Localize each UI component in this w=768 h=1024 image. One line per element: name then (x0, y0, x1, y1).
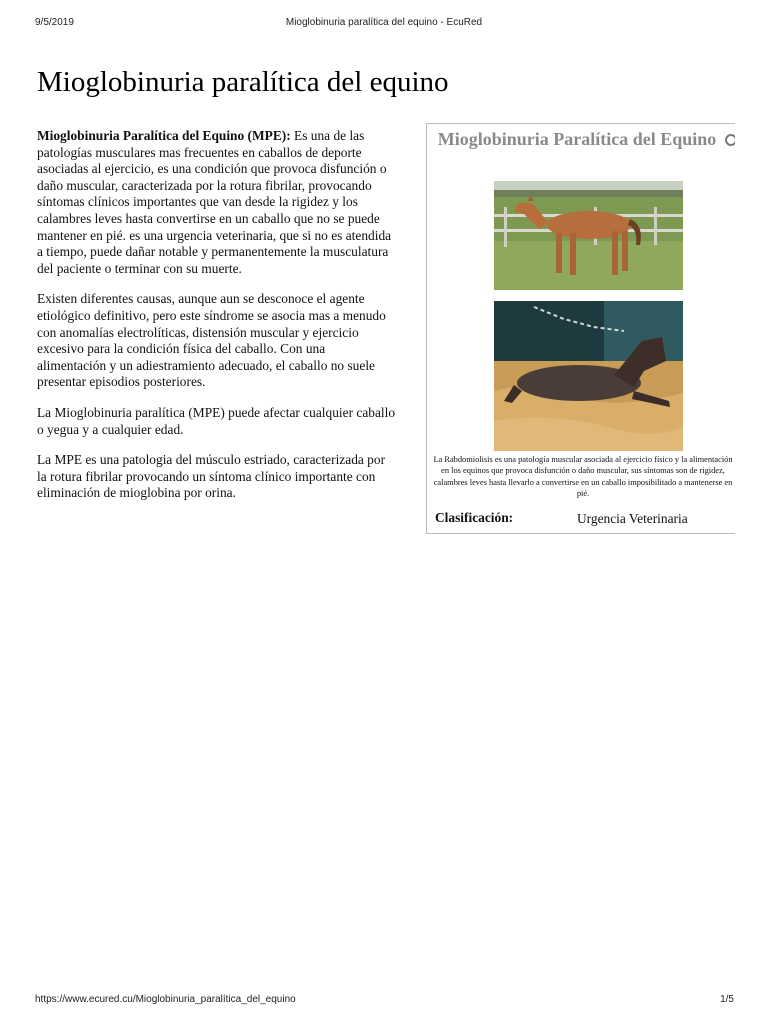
infobox-caption: La Rabdomiolisis es una patología muscular asociada al ejercicio físico y la alimentación en los equinos que provoca disfunción o daño muscular, sus síntomas son de rigidez, calambres leves hasta llevarlo a convertirse en un caballo imposibilitado a mantenerse en pié. (433, 455, 733, 499)
article-body (37, 128, 397, 516)
print-page-number: 1/5 (720, 994, 734, 1005)
print-page-title: Mioglobinuria paralítica del equino - EcuRed (285, 17, 483, 28)
print-footer (0, 994, 768, 1010)
settings-icon[interactable] (725, 134, 735, 146)
infobox (426, 123, 735, 534)
definition-paragraph: La MPE es una patologia del músculo estriado, caracterizada por la rotura fibrilar provocando un síntoma clínico importante con eliminación de mioglobina por orina. (37, 452, 386, 501)
print-url: https://www.ecured.cu/Mioglobinuria_paralítica_del_equino (35, 994, 296, 1005)
classification-value: Urgencia Veterinaria (577, 511, 688, 526)
page-title: Mioglobinuria paralítica del equino (37, 66, 449, 98)
print-header (0, 17, 768, 33)
classification-row (435, 510, 735, 528)
standing-horse-image (494, 181, 683, 290)
classification-label: Clasificación: (435, 510, 514, 525)
intro-paragraph (37, 128, 397, 277)
affected-paragraph: La Mioglobinuria paralítica (MPE) puede afectar cualquier caballo o yegua y a cualquier edad. (37, 404, 396, 437)
intro-term: Mioglobinuria Paralítica del Equino (MPE): (37, 128, 291, 143)
intro-text: Es una de las patologías musculares mas frecuentes en caballos de deporte asociadas al ejercicio, es una condición que provoca disfunción o daño muscular, caracterizada por la rotura fibrilar, provocando síntomas clínicos importantes que van desde la rigidez y los calambres leves hasta convertirse en un caballo que no se puede mantener en pié. es una urgencia veterinaria, que si no es atendida a tiempo, puede dañar notable y permanentemente la musculatura del paciente o terminar con su muerte. (37, 128, 392, 276)
infobox-title: Mioglobinuria Paralítica del Equino (437, 129, 717, 149)
lying-horse-image (494, 301, 683, 451)
print-date: 9/5/2019 (35, 17, 74, 28)
causes-paragraph: Existen diferentes causas, aunque aun se desconoce el agente etiológico definitivo, pero este síndrome se asocia mas a menudo con anomalías electrolíticas, distensión muscular y ejercicio excesivo para la condición física del caballo. Con una alimentación y un adiestramiento adecuado, el caballo no suele presentar episodios posteriores. (37, 291, 386, 390)
